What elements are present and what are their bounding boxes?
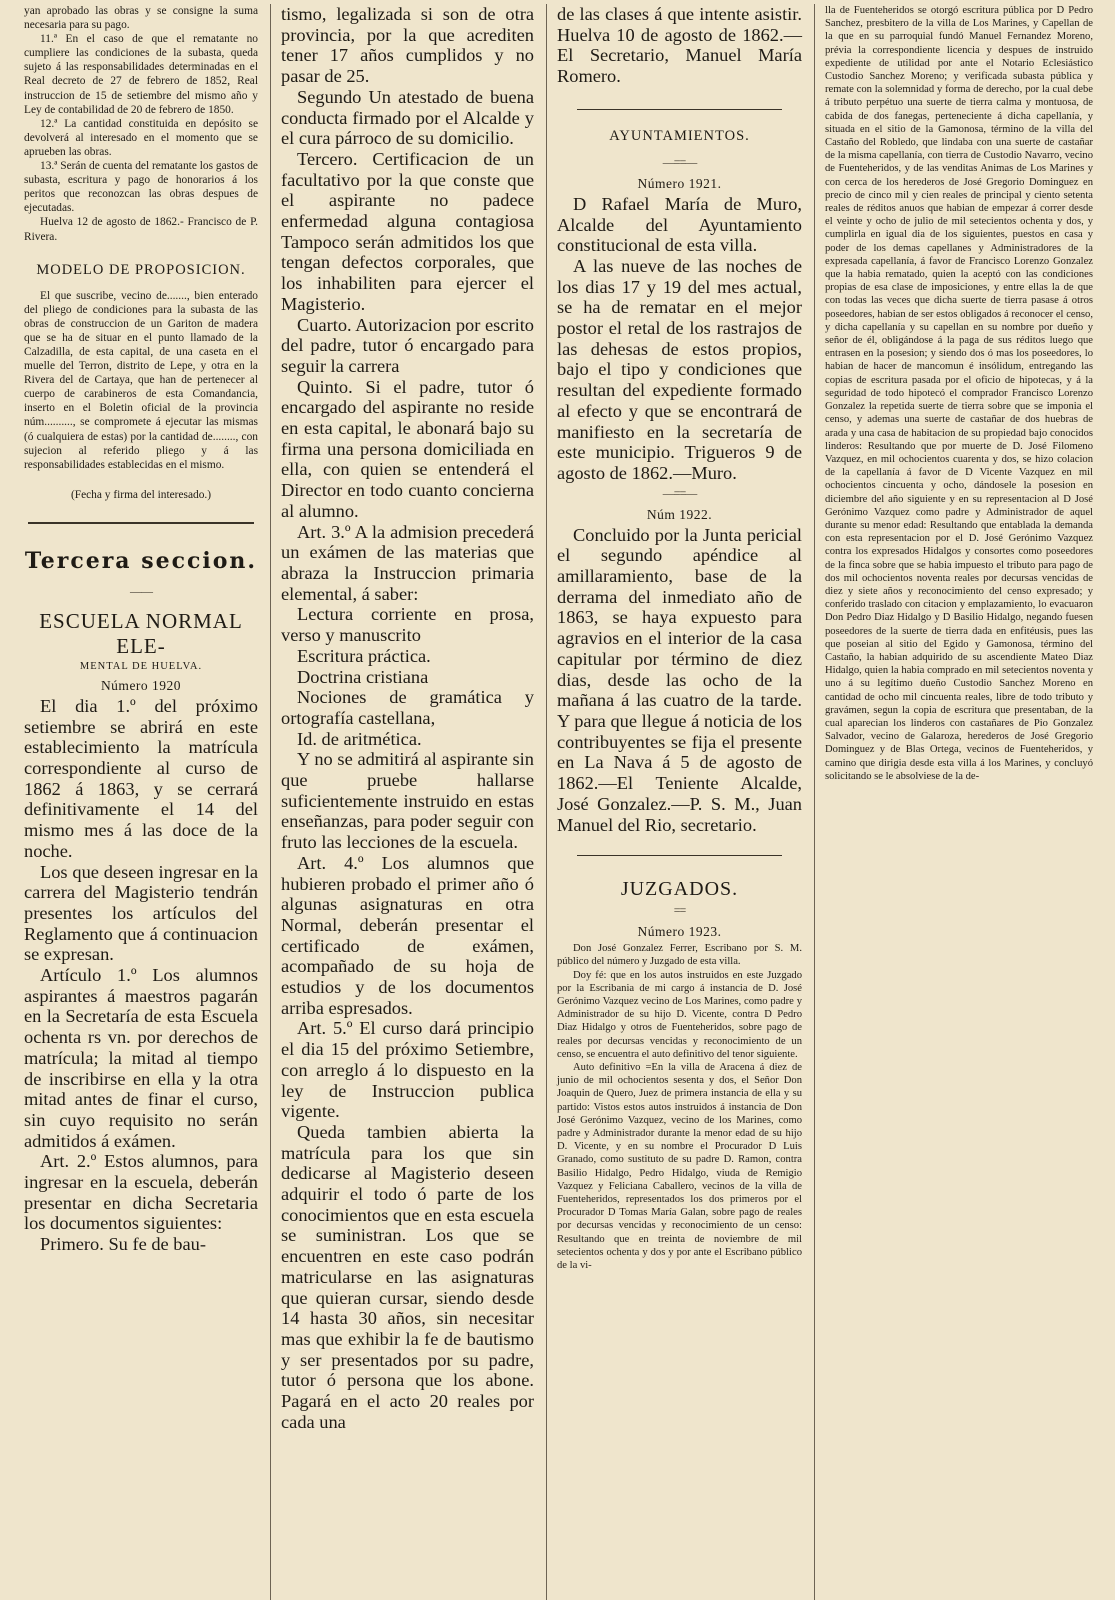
- paragraph: El dia 1.º del próximo setiembre se abrirá en este establecimiento la matrícula correspondiente al curso de 1862 á 1863, y se cerrará definitivamente el 14 del mismo mes á las doce de la noche.: [24, 695, 258, 861]
- paragraph: Doy fé: que en los autos instruidos en este Juzgado por la Escribania de mi cargo á instancia de D. José Gerónimo Vazquez vecino de Los Marines, como padre y Administrador de su hijo D. Vicente, contra D Pedro Diaz Hidalgo y otros de Fuenteheridos, sobre pago de reales por decursas vencidas y reconocimiento de un censo, se encuentra el auto definitivo del tenor siguiente.: [557, 969, 802, 1060]
- condition-11: 11.ª En el caso de que el rematante no cumpliere las condiciones de la subasta, queda sujeto á las responsabilidades determinadas en el Real decreto de 27 de febrero de 1852, Real instruccion de 15 de setiembre del mismo año y Ley de contabilidad de 20 de febrero de 1850.: [24, 33, 258, 116]
- school-title: ESCUELA NORMAL ELE-: [39, 608, 243, 658]
- paragraph: de las clases á que intente asistir. Huelva 10 de agosto de 1862.—El Secretario, Manuel María Romero.: [557, 4, 802, 87]
- condition-12: 12.ª La cantidad constituida en depósito se devolverá al interesado en el momento que se aprueben las obras.: [24, 117, 258, 158]
- article-5: Art. 5.º El curso dará principio el dia 15 del próximo Setiembre, con arreglo á lo dispuesto en la ley de Instruccion publica vigente.: [281, 1018, 534, 1122]
- paragraph: yan aprobado las obras y se consigne la suma necesaria para su pago.: [24, 5, 258, 32]
- paragraph: A las nueve de las noches de los dias 17 y 19 del mes actual, se ha de rematar en el mejor postor el retal de los rastrajos de las dehesas de estos propios, bajo el tipo y condiciones que resultan del expediente formado al efecto y que se encontrará de manifiesto en la secretaría de este municipio. Trigueros 9 de agosto de 1862.—Muro.: [557, 255, 802, 483]
- section-title-juzgados: JUZGADOS.: [620, 878, 739, 901]
- ornament-dash: ==: [673, 903, 686, 918]
- column-4: [814, 4, 1105, 1600]
- paragraph: Don José Gonzalez Ferrer, Escribano por S. M. público del número y Juzgado de esta villa.: [557, 943, 802, 968]
- model-title: MODELO DE PROPOSICION.: [36, 261, 246, 278]
- divider: [577, 855, 782, 856]
- paragraph: Tercero. Certificacion de un facultativo por la que conste que el aspirante no padece enfermedad alguna contagiosa Tampoco serán admitidos los que tengan defectos corporales, que los inhabiliten para ejercer el Magisterio.: [281, 148, 534, 314]
- notice-number: Número 1921.: [637, 175, 722, 191]
- paragraph: Primero. Su fe de bau-: [40, 1234, 206, 1255]
- article-3: Art. 3.º A la admision precederá un exámen de las materias que abraza la Instruccion primaria elemental, á saber:: [281, 521, 534, 604]
- notice-number: Núm 1922.: [646, 506, 713, 522]
- article-2: Art. 2.º Estos alumnos, para ingresar en la escuela, deberán presentar en dicha Secretaria los documentos siguientes:: [24, 1151, 258, 1234]
- paragraph: tismo, legalizada si son de otra provincia, por la que acrediten tener 17 años cumplidos y no pasar de 25.: [281, 4, 534, 87]
- model-signature: (Fecha y firma del interesado.): [70, 488, 212, 501]
- ornament-dash: ——: [130, 583, 152, 598]
- paragraph: Quinto. Si el padre, tutor ó encargado del aspirante no reside en esta capital, le abonará bajo su firma una persona domiciliada en ella, con quien se entenderá el Director en todo cuanto concierna al alumno.: [281, 376, 534, 521]
- paragraph: Queda tambien abierta la matrícula para los que sin dedicarse al Magisterio deseen adquirir el todo ó parte de los conocimientos que en esta escuela se suministran. Los que se encuentren en este caso podrán matricularse en las asignaturas que quieran cursar, siendo desde 14 hasta 30 años, sin necesitar mas que exhibir la fe de bautismo y ser presentados por su padre, tutor ó persona que los abone. Pagará en el acto 20 reales por cada una: [281, 1121, 534, 1432]
- column-2: [270, 4, 546, 1600]
- model-text: El que suscribe, vecino de......., bien enterado del pliego de condiciones para la subasta de las obras de construccion de un Gariton de madera que se ha de situar en el punto llamado de la Calzadilla, de esta capital, de una caseta en el muelle del Terron, distrito de Lepe, y otra en la Rivera del de Cartaya, que han de pertenecer al cuerpo de carabineros de esta Comandancia, inserto en el Boletin oficial de la provincia núm.........., se compromete á ejecutar las mismas (ó cualquiera de estas) por la cantidad de........, con sujecion al referido pliego y á las responsabilidades establecidas en el mismo.: [24, 289, 258, 471]
- subject-item: Escritura práctica.: [297, 645, 431, 666]
- article-4: Art. 4.º Los alumnos que hubieren probado el primer año ó algunas asignaturas en otra Normal, deberán presentar el certificado de exámen, acompañado de su hoja de estudios y de los documentos arriba espresados.: [281, 852, 534, 1018]
- subject-item: Nociones de gramática y ortografía castellana,: [281, 687, 534, 728]
- section-title-ayuntamientos: AYUNTAMIENTOS.: [609, 127, 750, 144]
- condition-13: 13.ª Serán de cuenta del rematante los gastos de subasta, escritura y pago de honorarios á los peritos que reconozcan las obras despues de ejecutadas.: [24, 160, 258, 215]
- column-3: [546, 4, 814, 1600]
- paragraph: Auto definitivo =En la villa de Aracena á diez de junio de mil ochocientos sesenta y dos, el Señor Don Joaquin de Quero, Juez de primera instancia de ella y su partido: Vistos estos autos instruidos á instancia de Don José Gerónimo Vazquez, vecino de los Marines, como padre y Administrador durante la menor edad de su hijo D. Vicente, y en su nombre el Procurador D Luis Granado, como sustituto de su padre D. Ramon, contra Basilio Hidalgo, Pedro Hidalgo, viuda de Remigio Vazquez y Feliciana Caballero, vecinos de la villa de Fuenteheridos, representados los dos primeros por el Procurador D Tomas María Galan, sobre pago de reales por decursas vencidas y reconocimiento de un censo: Resultando que en treinta de noviembre de mil setecientos ochenta y dos y por ante el Escribano público de la vi-: [557, 1062, 802, 1272]
- paragraph: Cuarto. Autorizacion por escrito del padre, tutor ó encargado para seguir la carrera: [281, 314, 534, 376]
- paragraph: Y no se admitirá al aspirante sin que pruebe hallarse suficientemente instruido en estas enseñanzas, para poder seguir con fruto las lecciones de la escuela.: [281, 749, 534, 853]
- paragraph: Concluido por la Junta pericial el segundo apéndice al amillaramiento, base de la derrama del inmediato año de 1863, se haya expuesto para agravios en el interior de la casa capitular por término de diez dias, desde las ocho de la mañana á las cuatro de la tarde. Y para que llegue á noticia de los contribuyentes se fija el presente en La Nava á 5 de agosto de 1862.—El Teniente Alcalde, José Gonzalez.—P. S. M., Juan Manuel del Rio, secretario.: [557, 524, 802, 835]
- ornament-dash: —==—: [662, 485, 697, 500]
- school-subtitle: MENTAL DE HUELVA.: [79, 660, 203, 672]
- divider: [28, 522, 254, 524]
- paragraph: D Rafael María de Muro, Alcalde del Ayuntamiento constitucional de esta villa.: [557, 193, 802, 256]
- article-1: Artículo 1.º Los alumnos aspirantes á maestros pagarán en la Secretaría de esta Escuela ochenta rs vn. por derechos de matrícula; la mitad al tiempo de inscribirse en ella y la otra mitad antes de finar el curso, sin cuyo requisito no serán admitidos á exámen.: [24, 965, 258, 1151]
- ornament-dash: —==—: [662, 154, 697, 169]
- notice-number: Número 1923.: [637, 924, 722, 940]
- subject-item: Lectura corriente en prosa, verso y manuscrito: [281, 604, 534, 646]
- subject-item: Id. de aritmética.: [297, 728, 422, 749]
- subject-item: Doctrina cristiana: [297, 666, 429, 687]
- date-signature: Huelva 12 de agosto de 1862.- Francisco de P. Rivera.: [24, 216, 258, 243]
- paragraph: lla de Fuenteheridos se otorgó escritura pública por D Pedro Sanchez, presbitero de la villa de Los Marines, y Capellan de la que en su parroquial fundó Manuel Fernandez Moreno, prévia la correspondiente licencia y despues de instruido expediente de utilidad por ante el Notario Eclesiástico Custodio Sanchez Moreno; y verificada subasta pública y remate con la solemnidad y forma de derecho, por la cual debe á tributo perpétuo una suerte de tierra calma y montuosa, de cabida de dos fanegas, perteneciente á dicha capellanía, y situada en el sitio de la Gamonosa, término de la villa del Castaño del Robledo, que lindaba con una suerte de castañar de la misma capellanía, con tierra de Custodio Navarro, vecino de Fuenteheridos, y de las venditas Animas de Los Marines y con cerca de los herederos de José Gregorio Dominguez en precio de cinco mil y cien reales de principal y ciento setenta reales de réditos anuos que habian de empezar á correr desde el veinte y ocho de julio de mil setecientos ochenta y dos, y cumplirla en igual dia de los siguientes, puestos en casa y poder de los demas capellanes y Administradores de la expresada capellanía, á favor de Francisco Lorenzo Gonzalez que la habia rematado, quien la aceptó con las condiciones propias de esa clase de imposiciones, y entre ellas la de que con todas las veces que dicha suerte de tierra pasase á otros poseedores, habian de ser estos obligados á reconocer el censo, y dicha capellanía y su capellan en su nombre por dueño y señor de él, obligándose á la paga de sus réditos luego que entrasen en la posesion; y siendo dos ó mas los poseedores, lo habian de hacer de mancomun é insólidum, entregando las copias de escritura pasada por el oficio de hipotecas, y á la seguridad de todo hipotecó el comprador Francisco Lorenzo Gonzalez la repetida suerte de tierra sobre que se imponia el censo, y ademas una suerte de castañar de dos huebras de arada y una casa de habitacion de su propiedad bajo conocidos linderos: Resultando que por muerte de D. José Filomeno Vazquez, en mil ochocientos cuarenta y dos, se hizo colacion de la capellanía á favor de D Vicente Vazquez en mil ochocientos cincuenta y ocho, dándosele la posesion en diciembre del año siguiente y en su representacion al D José Gerónimo Vazquez como padre y Administrador de aquel durante su menor edad: Resultando que entablada la demanda con esta representacion por el D. José Gerónimo Vazquez contra los expresados Hidalgos y consortes como poseedores de la finca sobre que se habia impuesto el tributo para pago de dos mil ochocientos noventa reales por decursas vencidas de diez y siete años y reconocimiento del censo expresado; y conferido traslado con citacion y emplazamiento, lo evacuaron Don Pedro Diaz Hidalgo y D Basilio Hidalgo, negando fuesen poseedores de la suerte de tierra dada en enfitéusis, pues las que poseian al sitio del Egido y Gamonosa, término del Castaño, la habian adquirido de su ascendiente Mateo Diaz Hidalgo, quien la habia comprado en mil setecientos noventa y uno á su legítimo dueño Custodio Sanchez Moreno en cantidad de ocho mil cincuenta reales, libre de todo tributo y gravámen, segun la copia de escritura que presentaban, de la cual aparecian los linderos con castañares de Pio Gonzalez Salvador, vecino de Galaroza, herederos de José Gregorio Dominguez y de Blas Ortega, vecinos de Fuenteheridos, y camino que dirigia desde esta villa á los Marines, y concluyó solicitando se le absolviese de la de-: [825, 5, 1093, 782]
- paragraph: Segundo Un atestado de buena conducta firmado por el Alcalde y el cura párroco de su domicilio.: [281, 86, 534, 149]
- notice-number: Número 1920: [100, 677, 182, 693]
- paragraph: Los que deseen ingresar en la carrera del Magisterio tendrán presentes los artículos del Reglamento que á continuacion se expresan.: [24, 861, 258, 965]
- column-1: [14, 4, 270, 1600]
- section-title: Tercera seccion.: [24, 547, 258, 574]
- divider: [577, 109, 782, 110]
